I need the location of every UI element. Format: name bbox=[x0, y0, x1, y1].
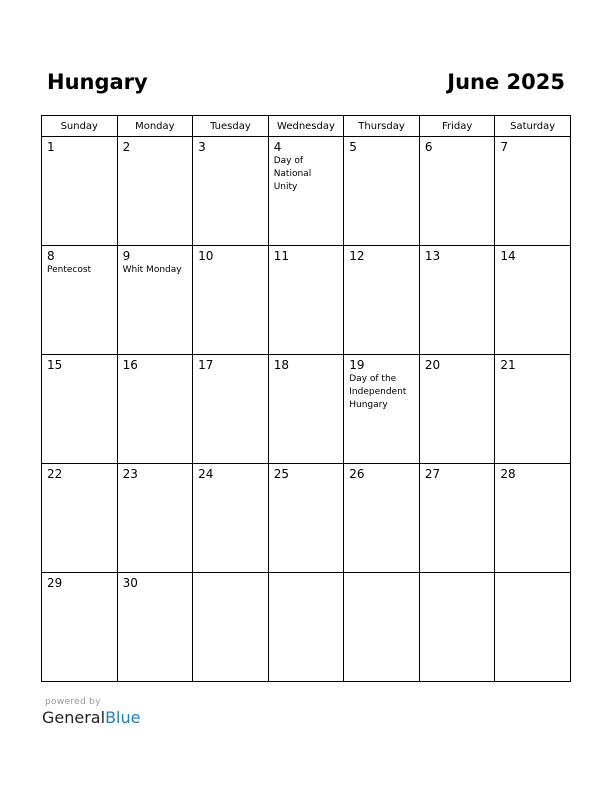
day-cell bbox=[193, 246, 269, 355]
holiday-label: Whit Monday bbox=[122, 265, 182, 275]
day-cell bbox=[495, 246, 571, 355]
brand-blue: Blue bbox=[105, 708, 141, 727]
day-cell bbox=[42, 355, 118, 464]
weekday-saturday: Saturday bbox=[495, 116, 571, 137]
day-cell bbox=[117, 355, 193, 464]
month-year-title: June 2025 bbox=[447, 70, 565, 94]
day-cell bbox=[344, 573, 420, 682]
calendar-grid bbox=[41, 115, 571, 682]
day-number: 12 bbox=[349, 249, 365, 263]
weekday-sunday: Sunday bbox=[42, 116, 118, 137]
day-number: 21 bbox=[500, 358, 516, 372]
holiday-label: Day of the Independent Hungary bbox=[349, 374, 407, 410]
day-number: 8 bbox=[47, 249, 55, 263]
week-row bbox=[42, 137, 571, 246]
day-cell bbox=[268, 355, 344, 464]
day-cell bbox=[495, 137, 571, 246]
day-number: 7 bbox=[500, 140, 509, 154]
day-cell bbox=[117, 464, 193, 573]
day-number: 18 bbox=[273, 358, 289, 372]
week-row bbox=[42, 464, 571, 573]
day-number: 5 bbox=[349, 140, 357, 154]
holiday-label: Pentecost bbox=[47, 265, 92, 275]
day-cell bbox=[42, 137, 118, 246]
day-cell bbox=[268, 464, 344, 573]
day-cell bbox=[344, 464, 420, 573]
day-number: 19 bbox=[349, 358, 365, 372]
day-cell bbox=[344, 246, 420, 355]
powered-by-text: powered by bbox=[45, 697, 101, 707]
day-cell bbox=[419, 573, 495, 682]
generalblue-logo bbox=[42, 708, 140, 727]
day-number: 28 bbox=[500, 467, 516, 481]
day-number: 27 bbox=[424, 467, 441, 481]
day-cell bbox=[193, 137, 269, 246]
day-number: 9 bbox=[122, 249, 131, 263]
weekday-header-row bbox=[42, 116, 571, 137]
day-cell bbox=[117, 246, 193, 355]
day-number: 29 bbox=[47, 576, 63, 590]
day-cell bbox=[193, 355, 269, 464]
day-number: 1 bbox=[47, 140, 55, 154]
day-number: 20 bbox=[424, 358, 441, 372]
holiday-label: Day of National Unity bbox=[273, 156, 312, 192]
day-number: 25 bbox=[273, 467, 289, 481]
day-number: 2 bbox=[122, 140, 131, 154]
week-row bbox=[42, 246, 571, 355]
day-number: 16 bbox=[122, 358, 138, 372]
day-cell bbox=[42, 464, 118, 573]
weekday-monday: Monday bbox=[117, 116, 193, 137]
day-cell bbox=[193, 573, 269, 682]
day-cell bbox=[344, 355, 420, 464]
day-number: 11 bbox=[273, 249, 289, 263]
day-cell bbox=[495, 355, 571, 464]
weekday-wednesday: Wednesday bbox=[268, 116, 344, 137]
weekday-tuesday: Tuesday bbox=[193, 116, 269, 137]
day-number: 14 bbox=[500, 249, 516, 263]
day-cell bbox=[268, 137, 344, 246]
day-number: 22 bbox=[47, 467, 63, 481]
weekday-friday: Friday bbox=[419, 116, 495, 137]
week-row bbox=[42, 573, 571, 682]
day-number: 3 bbox=[198, 140, 206, 154]
day-cell bbox=[268, 246, 344, 355]
day-cell bbox=[117, 573, 193, 682]
day-cell bbox=[495, 573, 571, 682]
day-cell bbox=[42, 246, 118, 355]
day-number: 24 bbox=[198, 467, 214, 481]
day-cell bbox=[419, 137, 495, 246]
day-cell bbox=[42, 573, 118, 682]
week-row bbox=[42, 355, 571, 464]
day-number: 15 bbox=[47, 358, 63, 372]
day-cell bbox=[344, 137, 420, 246]
day-cell bbox=[419, 246, 495, 355]
weekday-thursday: Thursday bbox=[344, 116, 420, 137]
day-number: 6 bbox=[424, 140, 433, 154]
day-cell bbox=[419, 464, 495, 573]
day-number: 17 bbox=[198, 358, 214, 372]
brand-general: General bbox=[42, 708, 106, 727]
day-cell bbox=[193, 464, 269, 573]
day-cell bbox=[268, 573, 344, 682]
day-cell bbox=[419, 355, 495, 464]
day-number: 10 bbox=[198, 249, 214, 263]
day-number: 23 bbox=[122, 467, 138, 481]
country-title: Hungary bbox=[47, 70, 148, 94]
day-cell bbox=[117, 137, 193, 246]
day-number: 26 bbox=[349, 467, 365, 481]
day-number: 13 bbox=[424, 249, 441, 263]
day-number: 30 bbox=[122, 576, 138, 590]
day-cell bbox=[495, 464, 571, 573]
day-number: 4 bbox=[273, 140, 282, 154]
